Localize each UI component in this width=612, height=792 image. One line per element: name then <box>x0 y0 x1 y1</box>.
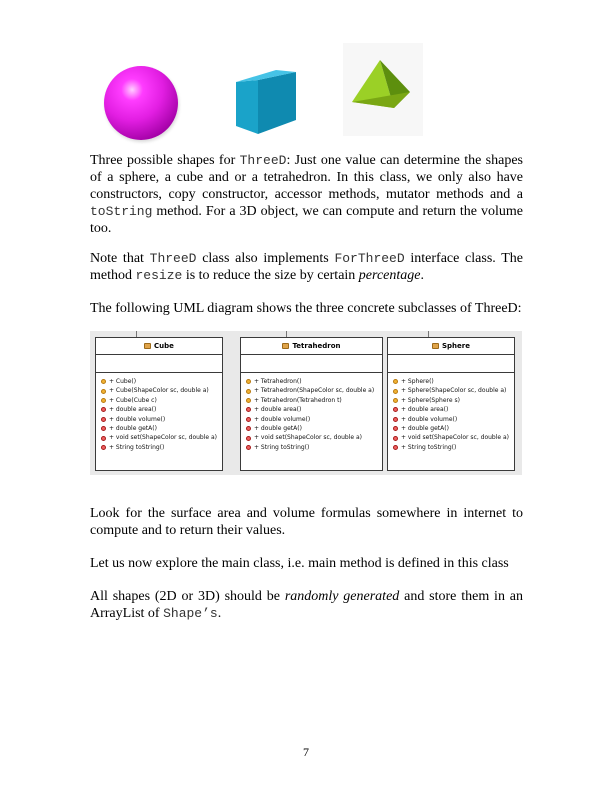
uml-method-row <box>246 396 382 405</box>
text-run: . <box>217 606 222 621</box>
public-method-icon <box>393 379 398 384</box>
method-icon <box>101 436 106 441</box>
text-run: All shapes (2D or 3D) should be <box>90 589 285 604</box>
code-resize: resize <box>135 268 183 283</box>
public-method-icon <box>246 398 251 403</box>
code-forthreed: ForThreeD <box>334 251 405 266</box>
uml-method-row <box>246 415 382 424</box>
uml-method-text: + Sphere(ShapeColor sc, double a) <box>401 387 507 395</box>
uml-method-text: + void set(ShapeColor sc, double a) <box>401 434 510 442</box>
uml-method-text: + Cube(ShapeColor sc, double a) <box>109 387 209 395</box>
uml-method-row <box>101 443 222 452</box>
method-icon <box>393 436 398 441</box>
sphere-image <box>104 66 178 140</box>
paragraph-shapes-intro <box>90 152 523 237</box>
class-icon <box>144 343 151 349</box>
cube-image <box>232 68 300 136</box>
public-method-icon <box>101 379 106 384</box>
text-run: Three possible shapes for <box>90 153 240 168</box>
uml-method-text: + double area() <box>254 406 302 414</box>
method-icon <box>101 417 106 422</box>
method-icon <box>101 407 106 412</box>
uml-method-text: + double volume() <box>254 415 311 423</box>
code-tostring: toString <box>90 204 153 219</box>
uml-method-text: + Sphere() <box>401 378 434 385</box>
public-method-icon <box>246 389 251 394</box>
uml-method-text: + double volume() <box>109 415 166 423</box>
text-run: class also implements <box>196 251 335 266</box>
method-icon <box>246 417 251 422</box>
uml-method-row <box>246 377 382 386</box>
tetrahedron-image <box>348 58 414 120</box>
code-threed: ThreeD <box>149 251 197 266</box>
uml-method-text: + double getA() <box>401 425 449 433</box>
page-number: 7 <box>303 745 309 759</box>
uml-method-row <box>101 405 222 414</box>
uml-method-row <box>101 386 222 395</box>
text-run: method. For a 3D object, we can compute and return the volume too. <box>90 204 523 236</box>
uml-methods-section <box>96 373 222 452</box>
paragraph-interface-note <box>90 250 523 284</box>
public-method-icon <box>101 389 106 394</box>
paragraph-formulas: Look for the surface area and volume formulas somewhere in internet to compute and to return their values. <box>90 506 523 538</box>
uml-method-text: + double getA() <box>109 425 157 433</box>
public-method-icon <box>246 379 251 384</box>
uml-method-row <box>246 443 382 452</box>
uml-class-sphere <box>387 337 515 471</box>
uml-method-text: + double area() <box>401 406 449 414</box>
text-run: interface class. The method <box>90 251 523 283</box>
uml-method-text: + Tetrahedron() <box>254 378 302 385</box>
uml-class-tetrahedron <box>240 337 383 471</box>
uml-method-row <box>246 405 382 414</box>
uml-method-row <box>393 396 514 405</box>
uml-method-text: + double area() <box>109 406 157 414</box>
uml-method-row <box>101 415 222 424</box>
uml-class-header <box>96 338 222 355</box>
text-run: Note that <box>90 251 150 266</box>
text-run: : Just one value can determine the shapes of a sphere, a cube and or a tetrahedron. In this class, we only also have constructors, copy constructor, accessor methods, mutator methods and a <box>90 153 523 202</box>
paragraph-random-shapes <box>90 588 523 622</box>
uml-method-text: + String toString() <box>109 443 165 451</box>
uml-attributes-section <box>388 355 514 373</box>
public-method-icon <box>101 398 106 403</box>
uml-method-text: + String toString() <box>254 443 310 451</box>
uml-attributes-section <box>241 355 382 373</box>
class-icon <box>282 343 289 349</box>
uml-class-header <box>241 338 382 355</box>
uml-method-text: + void set(ShapeColor sc, double a) <box>254 434 363 442</box>
uml-method-row <box>393 377 514 386</box>
uml-method-text: + Cube(Cube c) <box>109 396 157 404</box>
uml-methods-section <box>241 373 382 452</box>
text-run: and store them in an ArrayList of <box>90 589 523 621</box>
uml-class-cube <box>95 337 223 471</box>
method-icon <box>393 426 398 431</box>
uml-method-row <box>101 424 222 433</box>
code-shapes: Shape’s <box>163 606 218 621</box>
uml-method-text: + void set(ShapeColor sc, double a) <box>109 434 218 442</box>
public-method-icon <box>393 398 398 403</box>
uml-method-row <box>246 433 382 442</box>
uml-method-row <box>101 377 222 386</box>
uml-method-row <box>393 424 514 433</box>
italic-randomly-generated: randomly generated <box>284 589 400 604</box>
italic-percentage: percentage <box>358 268 421 283</box>
uml-class-name: Sphere <box>442 342 470 350</box>
uml-method-row <box>393 386 514 395</box>
paragraph-main-class: Let us now explore the main class, i.e. main method is defined in this class <box>90 556 509 571</box>
uml-method-text: + double getA() <box>254 425 302 433</box>
uml-method-row <box>246 424 382 433</box>
uml-method-text: + Sphere(Sphere s) <box>401 396 460 404</box>
uml-attributes-section <box>96 355 222 373</box>
class-icon <box>432 343 439 349</box>
uml-methods-section <box>388 373 514 452</box>
uml-method-text: + Tetrahedron(ShapeColor sc, double a) <box>254 387 375 395</box>
uml-method-text: + Tetrahedron(Tetrahedron t) <box>254 396 342 404</box>
method-icon <box>393 445 398 450</box>
uml-method-text: + Cube() <box>109 378 137 385</box>
uml-method-row <box>393 405 514 414</box>
method-icon <box>101 426 106 431</box>
uml-method-row <box>393 415 514 424</box>
text-run: . <box>420 268 424 283</box>
method-icon <box>246 426 251 431</box>
method-icon <box>246 407 251 412</box>
code-threed: ThreeD <box>239 153 287 168</box>
uml-class-header <box>388 338 514 355</box>
paragraph-uml-intro: The following UML diagram shows the three concrete subclasses of ThreeD: <box>90 301 522 316</box>
uml-diagram <box>90 331 522 475</box>
uml-method-row <box>393 443 514 452</box>
uml-method-row <box>101 433 222 442</box>
uml-class-name: Cube <box>154 342 174 350</box>
method-icon <box>246 445 251 450</box>
method-icon <box>246 436 251 441</box>
public-method-icon <box>393 389 398 394</box>
uml-class-name: Tetrahedron <box>292 342 341 350</box>
uml-method-text: + double volume() <box>401 415 458 423</box>
uml-method-row <box>246 386 382 395</box>
method-icon <box>393 407 398 412</box>
uml-method-row <box>393 433 514 442</box>
uml-method-row <box>101 396 222 405</box>
text-run: is to reduce the size by certain <box>182 268 359 283</box>
uml-method-text: + String toString() <box>401 443 457 451</box>
method-icon <box>393 417 398 422</box>
method-icon <box>101 445 106 450</box>
